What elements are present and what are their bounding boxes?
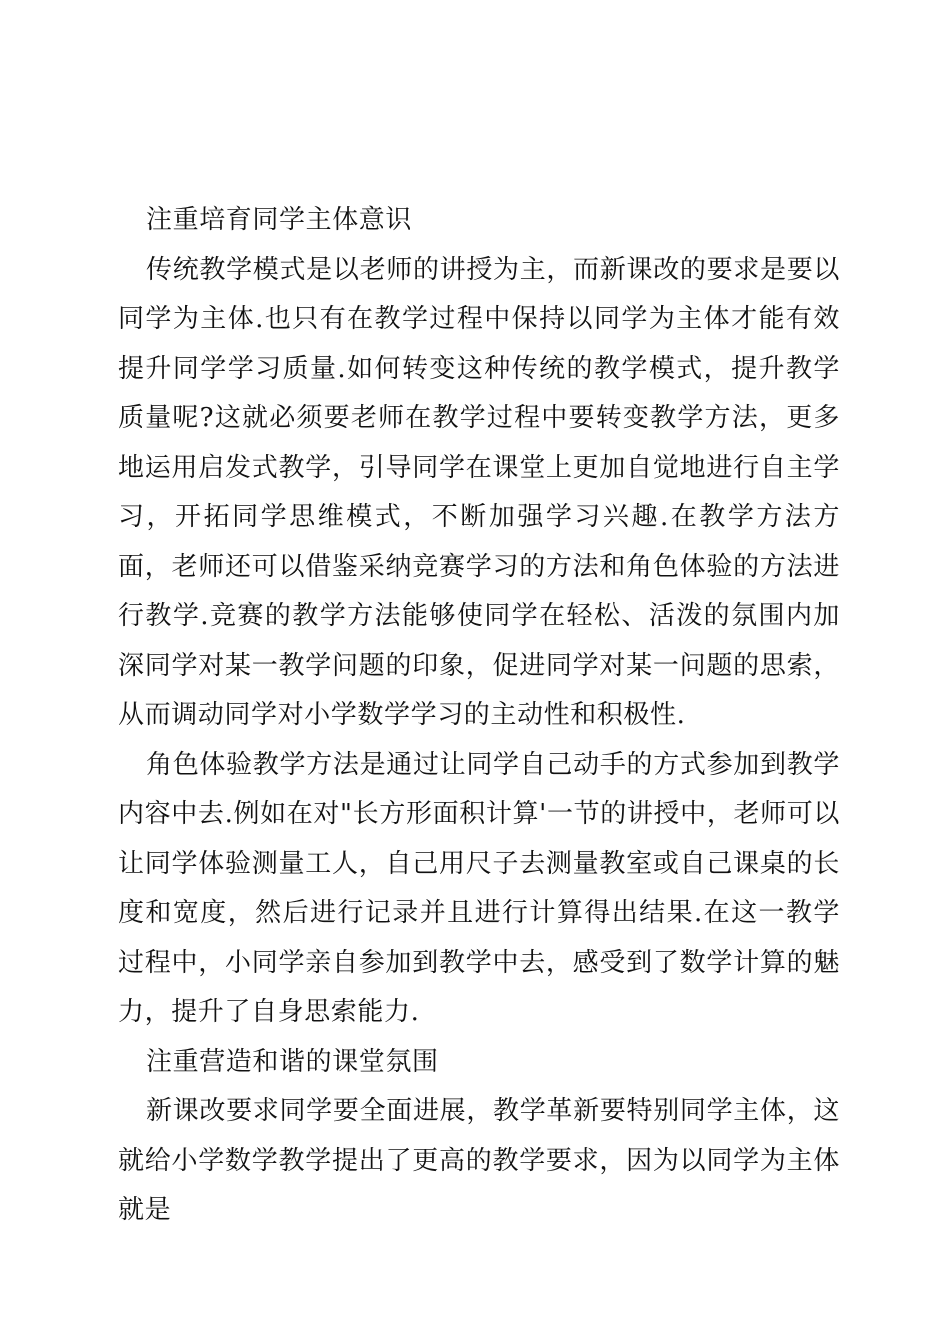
section-heading: 注重培育同学主体意识: [146, 205, 413, 235]
paragraph: 角色体验教学方法是通过让同学自己动手的方式参加到教学内容中去.例如在对"长方形面积计算'一节的讲授中，老师可以让同学体验测量工人，自己用尺子去测量教室或自己课桌的长度和宽度，然后进行记录并且进行计算得出结果.在这一教学过程中，小同学亲自参加到教学中去，感受到了数学计算的魅力，提升了自身思索能力.: [118, 749, 840, 1027]
section-heading: 注重营造和谐的课堂氛围: [146, 1046, 439, 1077]
paragraph: 新课改要求同学要全面进展，教学革新要特别同学主体，这就给小学数学教学提出了更高的教学要求，因为以同学为主体就是: [118, 1096, 840, 1225]
paragraph: 传统教学模式是以老师的讲授为主，而新课改的要求是要以同学为主体.也只有在教学过程中保持以同学为主体才能有效提升同学学习质量.如何转变这种传统的教学模式，提升教学质量呢?这就必须要老师在教学过程中要转变教学方法，更多地运用启发式教学，引导同学在课堂上更加自觉地进行自主学习，开拓同学思维模式，不断加强学习兴趣.在教学方法方面，老师还可以借鉴采纳竞赛学习的方法和角色体验的方法进行教学.竞赛的教学方法能够使同学在轻松、活泼的氛围内加深同学对某一教学问题的印象，促进同学对某一问题的思索，从而调动同学对小学数学学习的主动性和积极性.: [118, 254, 840, 730]
document-body: [118, 196, 840, 1236]
